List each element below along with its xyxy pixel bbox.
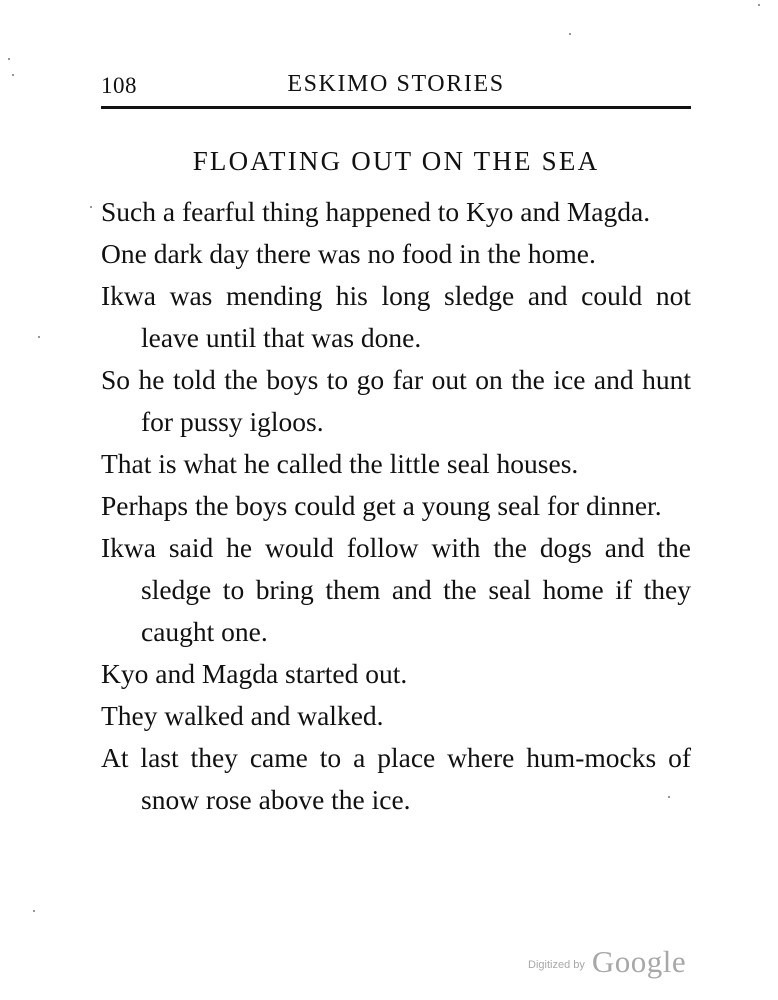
watermark-brand: Google xyxy=(591,944,687,979)
paragraph: Perhaps the boys could get a young seal for dinner. xyxy=(101,490,662,521)
story-text xyxy=(101,191,691,821)
paragraph: Ikwa was mending his long sledge and could not leave until that was done. xyxy=(101,280,691,353)
page-number: 108 xyxy=(101,73,137,98)
running-title: ESKIMO STORIES xyxy=(287,71,505,97)
watermark-prefix: Digitized by xyxy=(528,959,585,971)
scan-speck xyxy=(12,74,14,76)
page-header xyxy=(101,60,691,109)
paragraph: Kyo and Magda started out. xyxy=(101,658,408,689)
paragraph: So he told the boys to go far out on the ice and hunt for pussy igloos. xyxy=(101,364,691,437)
scan-speck xyxy=(33,910,35,912)
scan-speck xyxy=(8,58,10,60)
scan-speck xyxy=(668,796,670,798)
scan-speck xyxy=(38,336,40,338)
scan-speck xyxy=(758,4,760,6)
paragraph: One dark day there was no food in the home. xyxy=(101,238,596,269)
paragraph: That is what he called the little seal houses. xyxy=(101,448,579,479)
paragraph: Ikwa said he would follow with the dogs and the sledge to bring them and the seal home if they caught one. xyxy=(101,532,691,647)
scan-speck xyxy=(90,206,92,208)
paragraph: At last they came to a place where hum-mocks of snow rose above the ice. xyxy=(101,742,691,815)
digitized-by-google-watermark xyxy=(528,944,686,980)
paragraph: They walked and walked. xyxy=(101,700,384,731)
scan-speck xyxy=(569,33,571,35)
chapter-title: FLOATING OUT ON THE SEA xyxy=(192,146,600,176)
paragraph: Such a fearful thing happened to Kyo and Magda. xyxy=(101,196,651,227)
